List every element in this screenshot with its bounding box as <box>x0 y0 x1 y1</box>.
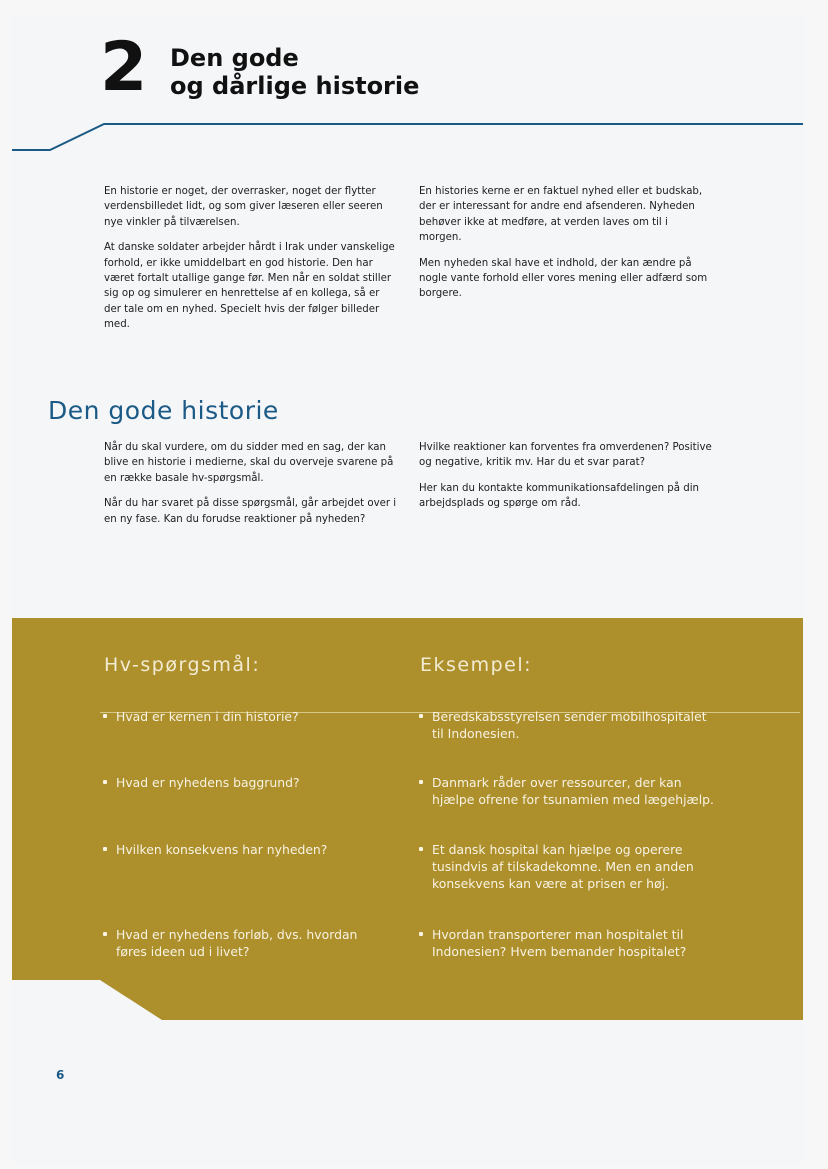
page-number: 6 <box>56 1068 65 1082</box>
intro-left-column <box>104 184 398 343</box>
bullet-icon <box>419 714 423 718</box>
header-rule <box>0 0 828 200</box>
intro-left-paragraph-1: En historie er noget, der overrasker, noget der flytter verdensbilledet lidt, og som giver læseren eller seeren nye vinkler på tilværelsen. <box>104 186 383 228</box>
section-right-column <box>419 440 713 522</box>
question-text: Hvilken konsekvens har nyheden? <box>116 842 328 857</box>
intro-right-paragraph-1: En histories kerne er en faktuel nyhed eller et budskab, der er interessant for andre end afsenderen. Nyheden behøver ikke at medføre, at verden laves om til i morgen. <box>419 186 703 244</box>
question-item <box>102 841 402 858</box>
bullet-icon <box>419 780 423 784</box>
section-right-paragraph-1: Hvilke reaktioner kan forventes fra omverdenen? Positive og negative, kritik mv. Har du et svar parat? <box>419 442 712 469</box>
bullet-icon <box>103 714 107 718</box>
section-right-paragraph-2: Her kan du kontakte kommunikationsafdelingen på din arbejdsplads og spørge om råd. <box>419 482 699 510</box>
example-text: Danmark råder over ressourcer, der kan hjælpe ofrene for tsunamien med lægehjælp. <box>432 775 714 807</box>
question-text: Hvad er nyhedens baggrund? <box>116 775 300 790</box>
chapter-title-line1: Den gode <box>170 44 299 72</box>
bullet-icon <box>419 847 423 851</box>
example-item <box>418 926 718 960</box>
bullet-icon <box>103 847 107 851</box>
section-left-paragraph-2: Når du har svaret på disse spørgsmål, går arbejdet over i en ny fase. Kan du forudse reaktioner på nyheden? <box>104 498 397 525</box>
question-item <box>102 926 372 960</box>
intro-right-paragraph-2: Men nyheden skal have et indhold, der kan ændre på nogle vante forhold eller vores mening eller adfærd som borgere. <box>419 257 708 300</box>
example-item <box>418 774 718 808</box>
question-text: Hvad er nyhedens forløb, dvs. hvordan føres ideen ud i livet? <box>116 927 358 959</box>
example-item <box>418 708 718 742</box>
bullet-icon <box>103 932 107 936</box>
section-heading: Den gode historie <box>48 396 279 425</box>
box-right-heading: Eksempel: <box>420 654 533 676</box>
bullet-icon <box>103 780 107 784</box>
chapter-title-line2: og dårlige historie <box>170 72 420 100</box>
question-item <box>102 774 402 791</box>
intro-left-paragraph-2: At danske soldater arbejder hårdt i Irak under vanskelige forhold, er ikke umiddelbart en god historie. Den har været fortalt utallige gange før. Men når en soldat stiller sig op og simulerer en henrettelse af en kollega, så er der tale om en nyhed. Specielt hvis der følger billeder med. <box>104 242 395 331</box>
section-left-paragraph-1: Når du skal vurdere, om du sidder med en sag, der kan blive en historie i medierne, skal du overveje svarene på en række basale hv-spørgsmål. <box>104 442 394 484</box>
example-text: Hvordan transporterer man hospitalet til Indonesien? Hvem bemander hospitalet? <box>432 927 687 959</box>
example-text: Et dansk hospital kan hjælpe og operere tusindvis af tilskadekomne. Men en anden konsekvens kan være at prisen er høj. <box>432 842 694 891</box>
chapter-number: 2 <box>100 28 146 107</box>
question-text: Hvad er kernen i din historie? <box>116 709 299 724</box>
example-item <box>418 841 718 892</box>
box-left-heading: Hv-spørgsmål: <box>104 654 261 676</box>
section-left-column <box>104 440 398 537</box>
question-item <box>102 708 402 725</box>
intro-right-column <box>419 184 713 312</box>
example-text: Beredskabsstyrelsen sender mobilhospitalet til Indonesien. <box>432 709 707 741</box>
bullet-icon <box>419 932 423 936</box>
